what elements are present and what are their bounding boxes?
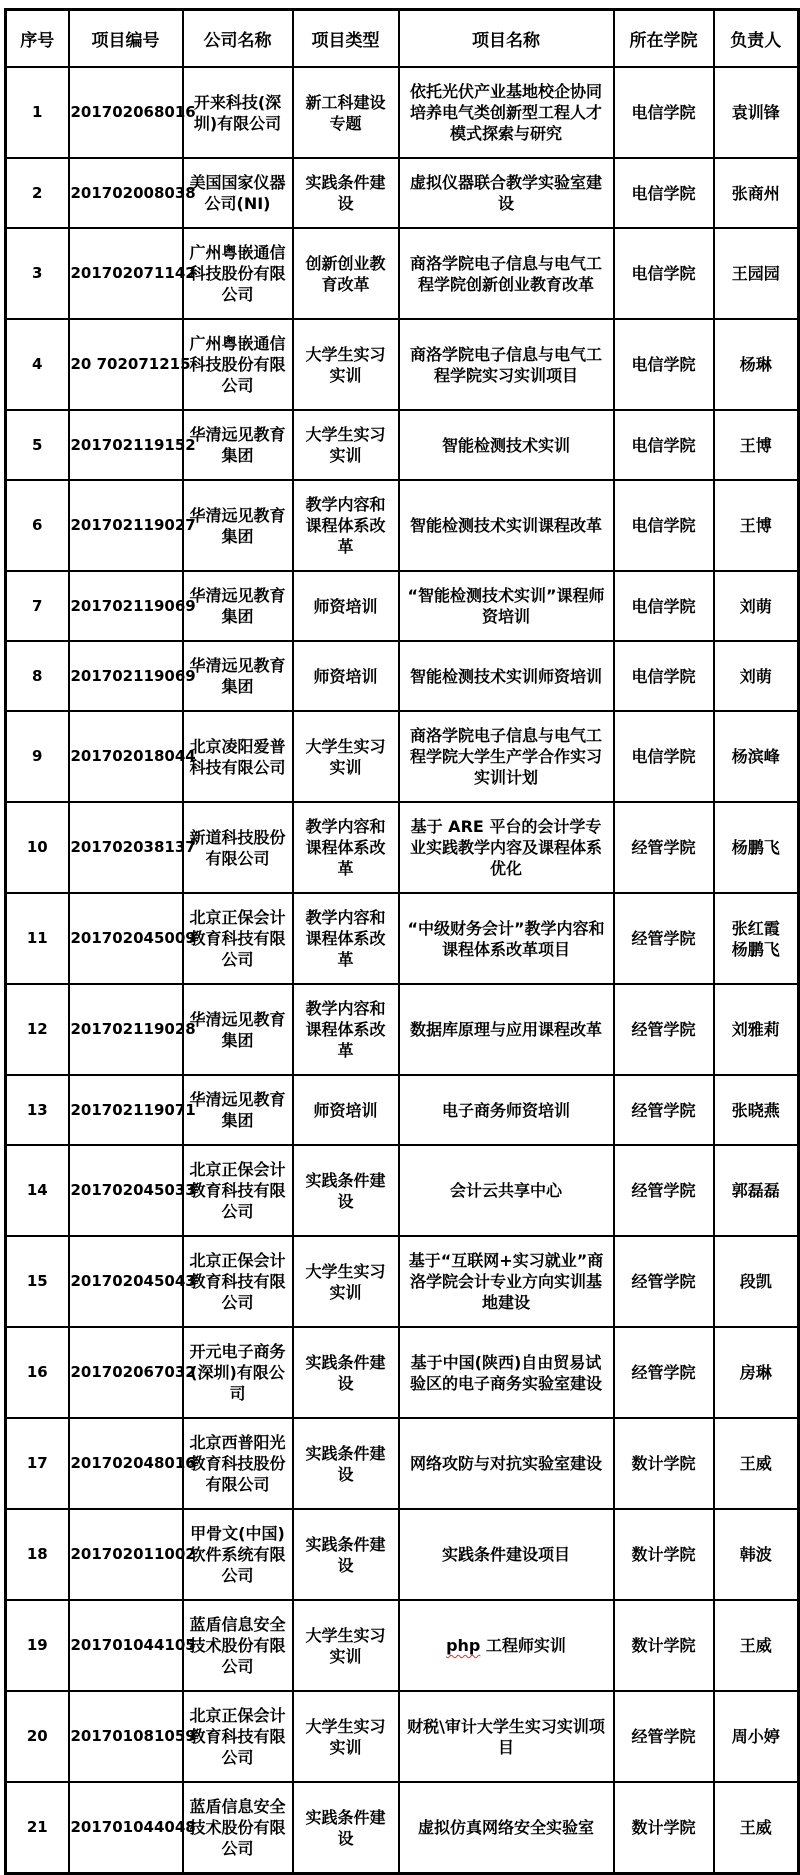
cell-company: 华清远见教育集团 <box>183 571 293 641</box>
cell-college: 电信学院 <box>614 571 714 641</box>
cell-college: 电信学院 <box>614 158 714 228</box>
cell-index: 9 <box>6 711 69 802</box>
cell-type: 新工科建设专题 <box>293 67 399 158</box>
cell-person: 王威 <box>714 1600 799 1691</box>
table-row <box>6 641 799 711</box>
cell-company: 美国国家仪器公司(NI) <box>183 158 293 228</box>
cell-project_id: 201702119069 <box>69 641 183 711</box>
cell-project_id: 201702119071 <box>69 1075 183 1145</box>
projects-table <box>4 8 800 1875</box>
cell-person: 王威 <box>714 1418 799 1509</box>
cell-college: 经管学院 <box>614 1145 714 1236</box>
cell-company: 华清远见教育集团 <box>183 410 293 480</box>
column-header-college: 所在学院 <box>614 10 714 68</box>
cell-company: 开元电子商务(深圳)有限公司 <box>183 1327 293 1418</box>
cell-project_id: 201702119069 <box>69 571 183 641</box>
cell-company: 北京西普阳光教育科技股份有限公司 <box>183 1418 293 1509</box>
cell-project_id: 201702011002 <box>69 1509 183 1600</box>
cell-name: 依托光伏产业基地校企协同培养电气类创新型工程人才模式探索与研究 <box>399 67 614 158</box>
cell-index: 7 <box>6 571 69 641</box>
cell-college: 经管学院 <box>614 893 714 984</box>
cell-college: 电信学院 <box>614 711 714 802</box>
cell-college: 经管学院 <box>614 802 714 893</box>
cell-person: 段凯 <box>714 1236 799 1327</box>
table-row <box>6 1418 799 1509</box>
cell-college: 电信学院 <box>614 410 714 480</box>
cell-index: 18 <box>6 1509 69 1600</box>
table-row <box>6 1327 799 1418</box>
cell-project_id: 201702045033 <box>69 1145 183 1236</box>
header-row <box>6 10 799 68</box>
cell-college: 数计学院 <box>614 1509 714 1600</box>
cell-college: 电信学院 <box>614 67 714 158</box>
cell-name: 会计云共享中心 <box>399 1145 614 1236</box>
table-row <box>6 711 799 802</box>
cell-type: 教学内容和课程体系改革 <box>293 480 399 571</box>
cell-index: 13 <box>6 1075 69 1145</box>
cell-company: 华清远见教育集团 <box>183 984 293 1075</box>
cell-index: 19 <box>6 1600 69 1691</box>
cell-index: 4 <box>6 319 69 410</box>
cell-person: 韩波 <box>714 1509 799 1600</box>
cell-name: 网络攻防与对抗实验室建设 <box>399 1418 614 1509</box>
cell-name: 虚拟仿真网络安全实验室 <box>399 1782 614 1874</box>
cell-company: 北京正保会计教育科技有限公司 <box>183 1691 293 1782</box>
cell-type: 大学生实习实训 <box>293 1236 399 1327</box>
cell-index: 14 <box>6 1145 69 1236</box>
cell-name: 电子商务师资培训 <box>399 1075 614 1145</box>
cell-company: 蓝盾信息安全技术股份有限公司 <box>183 1600 293 1691</box>
cell-name: 基于“互联网+实习就业”商洛学院会计专业方向实训基地建设 <box>399 1236 614 1327</box>
cell-person: 周小婷 <box>714 1691 799 1782</box>
cell-name: 虚拟仪器联合教学实验室建设 <box>399 158 614 228</box>
cell-college: 经管学院 <box>614 1236 714 1327</box>
cell-college: 经管学院 <box>614 1327 714 1418</box>
cell-index: 8 <box>6 641 69 711</box>
cell-type: 实践条件建设 <box>293 1782 399 1874</box>
cell-person: 刘萌 <box>714 571 799 641</box>
cell-project_id: 201702119027 <box>69 480 183 571</box>
cell-company: 北京凌阳爱普科技有限公司 <box>183 711 293 802</box>
cell-college: 电信学院 <box>614 480 714 571</box>
cell-company: 华清远见教育集团 <box>183 480 293 571</box>
cell-type: 大学生实习实训 <box>293 1600 399 1691</box>
cell-company: 华清远见教育集团 <box>183 641 293 711</box>
cell-type: 大学生实习实训 <box>293 410 399 480</box>
cell-project_id: 201702048016 <box>69 1418 183 1509</box>
cell-name: 商洛学院电子信息与电气工程学院实习实训项目 <box>399 319 614 410</box>
cell-type: 实践条件建设 <box>293 1418 399 1509</box>
cell-index: 3 <box>6 228 69 319</box>
cell-type: 师资培训 <box>293 641 399 711</box>
cell-type: 大学生实习实训 <box>293 319 399 410</box>
cell-college: 经管学院 <box>614 1075 714 1145</box>
cell-type: 教学内容和课程体系改革 <box>293 984 399 1075</box>
cell-person: 杨滨峰 <box>714 711 799 802</box>
cell-name: 数据库原理与应用课程改革 <box>399 984 614 1075</box>
cell-project_id: 201702045043 <box>69 1236 183 1327</box>
cell-index: 5 <box>6 410 69 480</box>
table-row <box>6 1600 799 1691</box>
table-row <box>6 1691 799 1782</box>
column-header-index: 序号 <box>6 10 69 68</box>
table-row <box>6 410 799 480</box>
cell-index: 21 <box>6 1782 69 1874</box>
column-header-type: 项目类型 <box>293 10 399 68</box>
cell-index: 16 <box>6 1327 69 1418</box>
cell-type: 实践条件建设 <box>293 1145 399 1236</box>
cell-name: “中级财务会计”教学内容和课程体系改革项目 <box>399 893 614 984</box>
cell-name: 智能检测技术实训课程改革 <box>399 480 614 571</box>
cell-project_id: 201702119028 <box>69 984 183 1075</box>
table-row <box>6 1145 799 1236</box>
cell-name: 智能检测技术实训师资培训 <box>399 641 614 711</box>
cell-person: 张商州 <box>714 158 799 228</box>
cell-college: 电信学院 <box>614 319 714 410</box>
table-row <box>6 893 799 984</box>
column-header-company: 公司名称 <box>183 10 293 68</box>
cell-type: 师资培训 <box>293 571 399 641</box>
cell-person: 张晓燕 <box>714 1075 799 1145</box>
table-row <box>6 1236 799 1327</box>
cell-type: 师资培训 <box>293 1075 399 1145</box>
table-row <box>6 480 799 571</box>
cell-project_id: 201702067032 <box>69 1327 183 1418</box>
cell-project_id: 201702018044 <box>69 711 183 802</box>
cell-type: 实践条件建设 <box>293 1327 399 1418</box>
table-body <box>6 67 799 1874</box>
cell-company: 北京正保会计教育科技有限公司 <box>183 1236 293 1327</box>
cell-project_id: 201702008038 <box>69 158 183 228</box>
cell-company: 北京正保会计教育科技有限公司 <box>183 893 293 984</box>
cell-person: 王威 <box>714 1782 799 1874</box>
cell-index: 20 <box>6 1691 69 1782</box>
cell-person: 张红霞 杨鹏飞 <box>714 893 799 984</box>
table-row <box>6 1509 799 1600</box>
cell-project_id: 201702045009 <box>69 893 183 984</box>
cell-type: 教学内容和课程体系改革 <box>293 893 399 984</box>
cell-college: 经管学院 <box>614 1691 714 1782</box>
table-row <box>6 1075 799 1145</box>
cell-index: 11 <box>6 893 69 984</box>
cell-name: 商洛学院电子信息与电气工程学院大学生产学合作实习实训计划 <box>399 711 614 802</box>
table-row <box>6 984 799 1075</box>
cell-name: “智能检测技术实训”课程师资培训 <box>399 571 614 641</box>
table-row <box>6 228 799 319</box>
cell-person: 杨琳 <box>714 319 799 410</box>
spellcheck-underlined-word: php <box>446 1636 481 1655</box>
cell-college: 数计学院 <box>614 1600 714 1691</box>
cell-person: 杨鹏飞 <box>714 802 799 893</box>
cell-person: 王博 <box>714 410 799 480</box>
cell-college: 电信学院 <box>614 641 714 711</box>
cell-name: php 工程师实训 <box>399 1600 614 1691</box>
cell-college: 数计学院 <box>614 1782 714 1874</box>
cell-index: 17 <box>6 1418 69 1509</box>
cell-index: 6 <box>6 480 69 571</box>
table-row <box>6 319 799 410</box>
cell-index: 1 <box>6 67 69 158</box>
cell-project_id: 201701044105 <box>69 1600 183 1691</box>
cell-project_id: 201702038137 <box>69 802 183 893</box>
cell-name: 财税\审计大学生实习实训项目 <box>399 1691 614 1782</box>
cell-project_id: 20 702071215 <box>69 319 183 410</box>
cell-type: 大学生实习实训 <box>293 1691 399 1782</box>
cell-person: 房琳 <box>714 1327 799 1418</box>
cell-index: 10 <box>6 802 69 893</box>
cell-name: 智能检测技术实训 <box>399 410 614 480</box>
cell-type: 实践条件建设 <box>293 158 399 228</box>
cell-project_id: 201701081059 <box>69 1691 183 1782</box>
cell-company: 开来科技(深圳)有限公司 <box>183 67 293 158</box>
cell-person: 刘雅莉 <box>714 984 799 1075</box>
cell-name: 实践条件建设项目 <box>399 1509 614 1600</box>
cell-project_id: 201701044048 <box>69 1782 183 1874</box>
table-row <box>6 67 799 158</box>
column-header-person: 负责人 <box>714 10 799 68</box>
table-row <box>6 571 799 641</box>
cell-project_id: 201702119152 <box>69 410 183 480</box>
cell-index: 2 <box>6 158 69 228</box>
cell-company: 广州粤嵌通信科技股份有限公司 <box>183 319 293 410</box>
column-header-project_id: 项目编号 <box>69 10 183 68</box>
cell-company: 新道科技股份有限公司 <box>183 802 293 893</box>
table-row <box>6 1782 799 1874</box>
cell-company: 广州粤嵌通信科技股份有限公司 <box>183 228 293 319</box>
cell-project_id: 201702071142 <box>69 228 183 319</box>
cell-type: 大学生实习实训 <box>293 711 399 802</box>
cell-company: 华清远见教育集团 <box>183 1075 293 1145</box>
cell-company: 甲骨文(中国)软件系统有限公司 <box>183 1509 293 1600</box>
cell-type: 教学内容和课程体系改革 <box>293 802 399 893</box>
cell-person: 王园园 <box>714 228 799 319</box>
column-header-name: 项目名称 <box>399 10 614 68</box>
cell-index: 15 <box>6 1236 69 1327</box>
table-row <box>6 802 799 893</box>
cell-type: 创新创业教育改革 <box>293 228 399 319</box>
cell-college: 经管学院 <box>614 984 714 1075</box>
cell-type: 实践条件建设 <box>293 1509 399 1600</box>
cell-college: 电信学院 <box>614 228 714 319</box>
table-row <box>6 158 799 228</box>
cell-index: 12 <box>6 984 69 1075</box>
cell-person: 袁训锋 <box>714 67 799 158</box>
cell-name: 基于 ARE 平台的会计学专业实践教学内容及课程体系优化 <box>399 802 614 893</box>
cell-project_id: 201702068016 <box>69 67 183 158</box>
cell-company: 蓝盾信息安全技术股份有限公司 <box>183 1782 293 1874</box>
cell-company: 北京正保会计教育科技有限公司 <box>183 1145 293 1236</box>
cell-person: 王博 <box>714 480 799 571</box>
cell-name: 基于中国(陕西)自由贸易试验区的电子商务实验室建设 <box>399 1327 614 1418</box>
cell-person: 郭磊磊 <box>714 1145 799 1236</box>
cell-name: 商洛学院电子信息与电气工程学院创新创业教育改革 <box>399 228 614 319</box>
cell-college: 数计学院 <box>614 1418 714 1509</box>
cell-person: 刘萌 <box>714 641 799 711</box>
